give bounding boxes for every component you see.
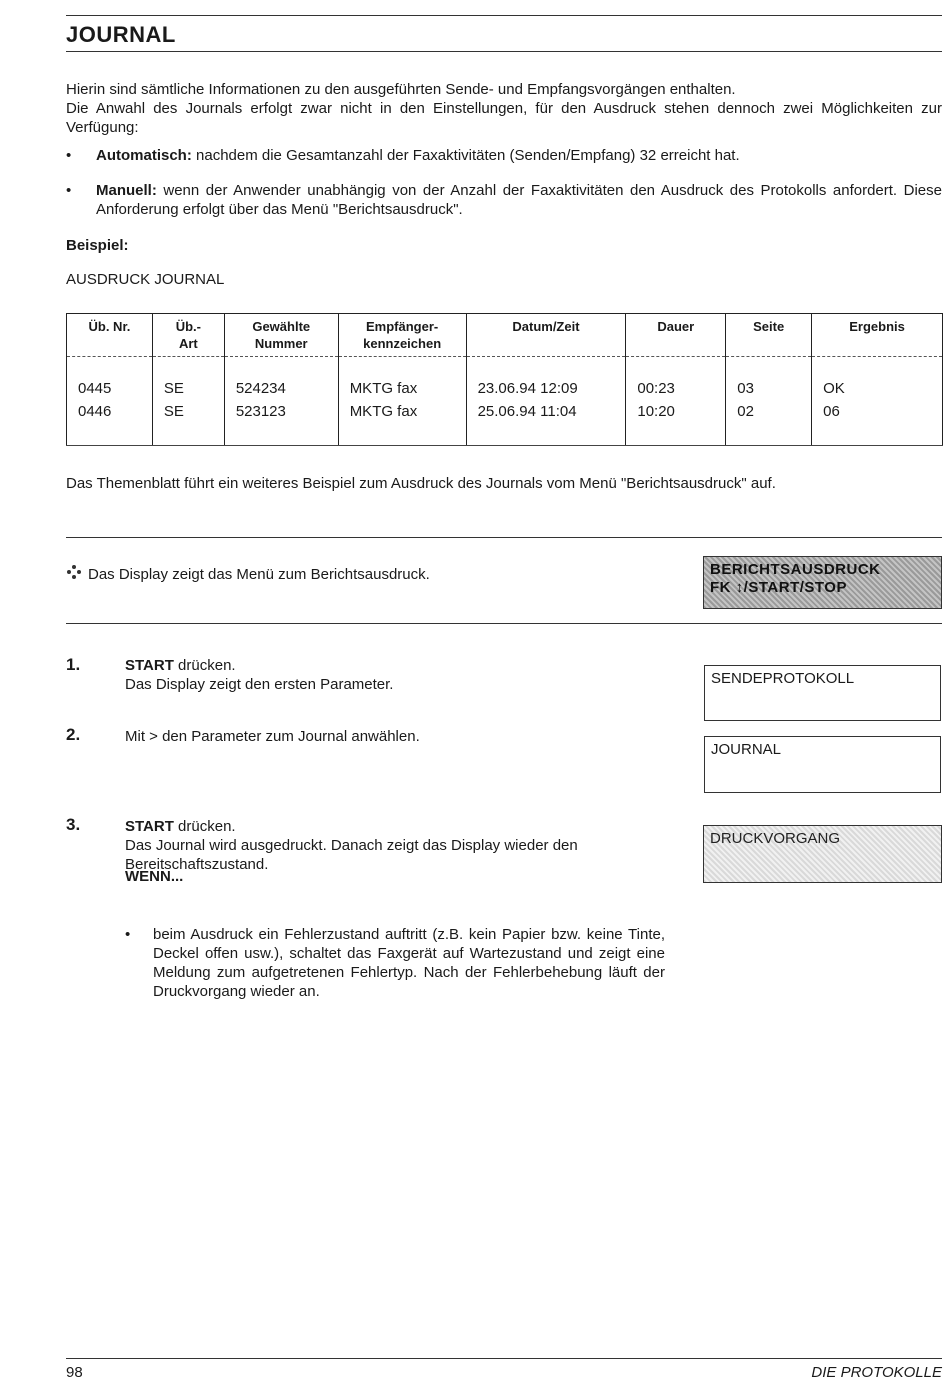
step-keyword: START — [125, 657, 174, 674]
diamond-dots-icon — [66, 565, 88, 583]
col-header-ueb-nr: Üb. Nr. — [67, 314, 153, 357]
lcd-text: DRUCKVORGANG — [710, 830, 841, 847]
col-header-ergebnis: Ergebnis — [812, 314, 943, 357]
col-header-ueb-art: Üb.- Art — [152, 314, 224, 357]
bullet-dot-icon: • — [66, 147, 72, 164]
step-3-text — [125, 817, 660, 874]
table-cell: 03 02 — [726, 357, 812, 446]
bullet-label: Automatisch: — [96, 147, 192, 164]
section-name: DIE PROTOKOLLE — [811, 1364, 942, 1381]
lcd-journal — [704, 736, 941, 793]
col-header-datum-zeit: Datum/Zeit — [466, 314, 626, 357]
after-table-text: Das Themenblatt führt ein weiteres Beispiel zum Ausdruck des Journals vom Menü "Berichtsausdruck" auf. — [66, 475, 776, 492]
step-number: 1. — [66, 655, 81, 674]
wenn-heading: WENN... — [125, 868, 184, 885]
intro-line-1: Hierin sind sämtliche Informationen zu den ausgeführten Sende- und Empfangsvorgängen enthalten. — [66, 81, 736, 98]
bullet-dot-icon: • — [66, 182, 72, 199]
col-header-seite: Seite — [726, 314, 812, 357]
step-rest: drücken. — [173, 657, 236, 674]
wenn-item — [125, 925, 665, 1001]
display-note-text: Das Display zeigt das Menü zum Berichtsausdruck. — [88, 566, 430, 583]
table-cell: 00:23 10:20 — [626, 357, 726, 446]
footer-rule — [66, 1358, 942, 1359]
wenn-text: beim Ausdruck ein Fehlerzustand auftritt (z.B. kein Papier bzw. keine Tinte, Deckel offen usw.), schaltet das Faxgerät auf Wartezustand und zeigt eine Meldung zum aufgetretenen Fehlertyp. Nach der Fehlerbehebung läuft der Druckvorgang wieder an. — [153, 926, 665, 1000]
col-header-dauer: Dauer — [626, 314, 726, 357]
table-cell: 0445 0446 — [67, 357, 153, 446]
title-rule — [66, 51, 942, 52]
section-rule — [66, 623, 942, 624]
step-1-text — [125, 656, 665, 694]
lcd-druckvorgang — [703, 825, 942, 883]
bullet-text: nachdem die Gesamtanzahl der Faxaktivitäten (Senden/Empfang) 32 erreicht hat. — [191, 147, 740, 164]
step-rest: drücken. — [173, 818, 236, 835]
section-rule — [66, 537, 942, 538]
col-header-empfaenger: Empfänger- kennzeichen — [338, 314, 466, 357]
top-rule — [66, 15, 942, 16]
journal-table — [66, 313, 943, 446]
page-number: 98 — [66, 1364, 83, 1381]
page-title: JOURNAL — [66, 22, 176, 47]
bullet-dot-icon: • — [125, 926, 131, 943]
step-number: 2. — [66, 725, 81, 744]
lcd-berichtsausdruck — [703, 556, 942, 609]
table-row — [67, 357, 943, 446]
lcd-line-2: FK ↕/START/STOP — [710, 579, 847, 596]
table-cell: OK 06 — [812, 357, 943, 446]
step-detail: Das Display zeigt den ersten Parameter. — [125, 676, 394, 693]
step-keyword: START — [125, 818, 174, 835]
step-number: 3. — [66, 815, 81, 834]
lcd-line-1: BERICHTSAUSDRUCK — [710, 561, 881, 578]
lcd-sendeprotokoll — [704, 665, 941, 721]
table-cell: MKTG fax MKTG fax — [338, 357, 466, 446]
table-cell: SE SE — [152, 357, 224, 446]
step-2-text: Mit > den Parameter zum Journal anwählen. — [125, 728, 420, 745]
bullet-label: Manuell: — [96, 182, 157, 199]
table-cell: 524234 523123 — [224, 357, 338, 446]
lcd-text: SENDEPROTOKOLL — [711, 670, 855, 687]
display-note — [66, 565, 430, 583]
bullet-automatisch — [66, 146, 942, 165]
col-header-gewaehlte-nummer: Gewählte Nummer — [224, 314, 338, 357]
bullet-text: wenn der Anwender unabhängig von der Anzahl der Faxaktivitäten den Ausdruck des Protokolls anfordert. Diese Anforderung erfolgt über das Menü "Berichtsausdruck". — [96, 182, 942, 218]
bullet-manuell — [66, 181, 942, 219]
table-header-row — [67, 314, 943, 357]
intro-line-2: Die Anwahl des Journals erfolgt zwar nicht in den Einstellungen, für den Ausdruck stehen dennoch zwei Möglichkeiten zur Verfügung: — [66, 100, 942, 136]
step-detail: Das Journal wird ausgedruckt. Danach zeigt das Display wieder den Bereitschaftszustand. — [125, 837, 578, 873]
lcd-text: JOURNAL — [711, 741, 782, 758]
table-cell: 23.06.94 12:09 25.06.94 11:04 — [466, 357, 626, 446]
example-subheading: AUSDRUCK JOURNAL — [66, 271, 225, 288]
example-heading: Beispiel: — [66, 237, 129, 254]
